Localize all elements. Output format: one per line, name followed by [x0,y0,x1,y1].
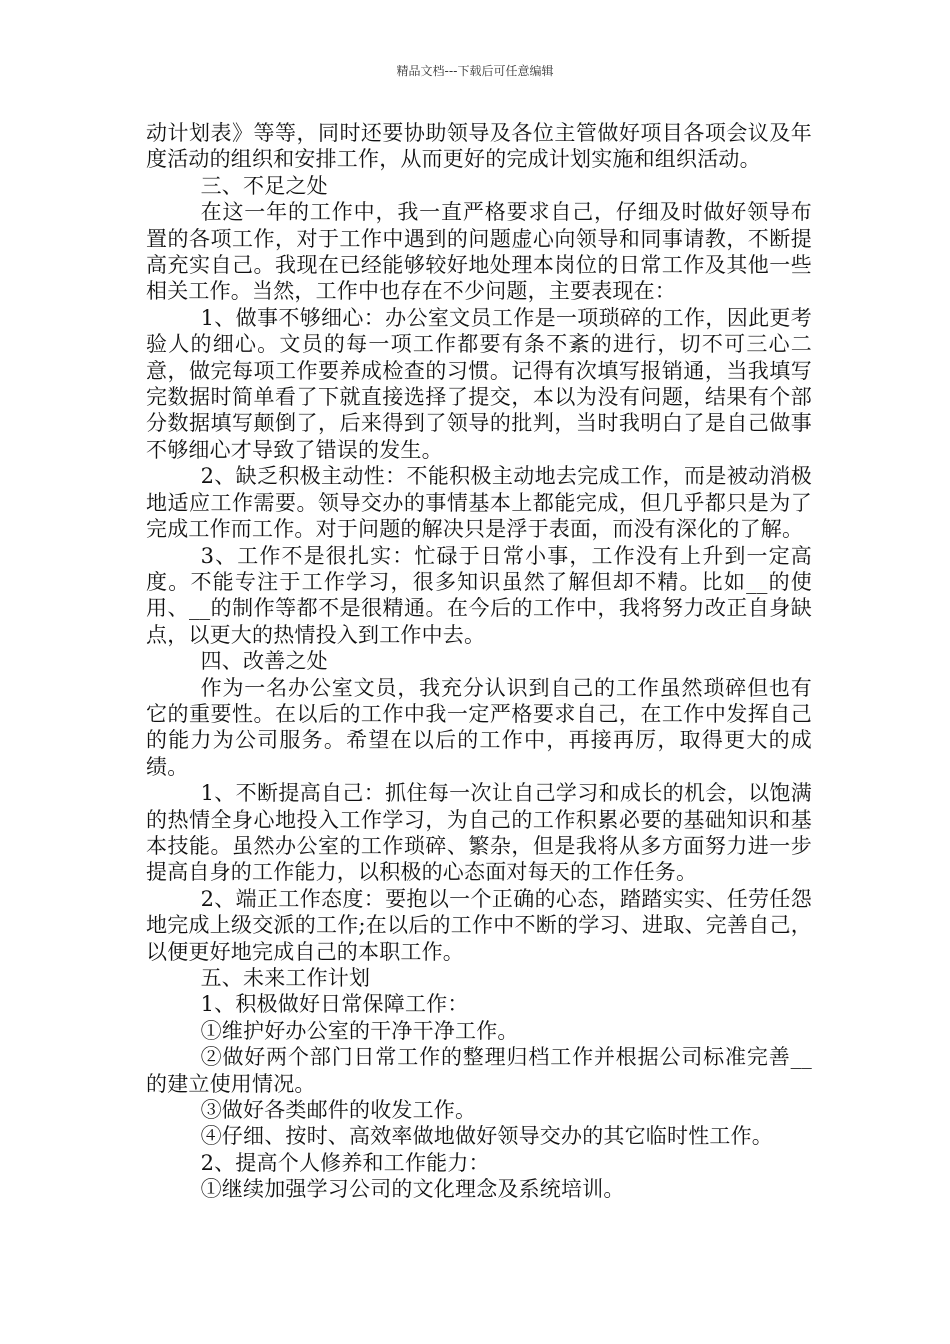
section-heading-improvements: 四、改善之处 [200,649,328,674]
list-item: 2、端正工作态度：要抱以一个正确的心态，踏踏实实、任劳任怨地完成上级交派的工作;在以后的工作中不断的学习、进取、完善自己，以便更好地完成自己的本职工作。 [146,886,812,964]
section-heading-shortcomings: 三、不足之处 [200,173,328,198]
paragraph: 作为一名办公室文员，我充分认识到自己的工作虽然琐碎但也有它的重要性。在以后的工作中我一定严格要求自己，在工作中发挥自己的能力为公司服务。希望在以后的工作中，再接再厉，取得更大的成绩。 [146,675,812,779]
page-header: 精品文档---下载后可任意编辑 [396,64,554,78]
sub-list-item: ④仔细、按时、高效率做地做好领导交办的其它临时性工作。 [200,1124,773,1149]
paragraph: 在这一年的工作中，我一直严格要求自己，仔细及时做好领导布置的各项工作，对于工作中遇到的问题虚心向领导和同事请教，不断提高充实自己。我现在已经能够较好地处理本岗位的日常工作及其他一些相关工作。当然，工作中也存在不少问题，主要表现在： [146,200,812,304]
sub-list-item: ③做好各类邮件的收发工作。 [200,1098,477,1123]
paragraph-continuation: 动计划表》等等，同时还要协助领导及各位主管做好项目各项会议及年度活动的组织和安排工作，从而更好的完成计划实施和组织活动。 [146,121,812,172]
sub-list-item: ①维护好办公室的干净干净工作。 [200,1018,519,1043]
list-item: 2、提高个人修养和工作能力： [200,1150,490,1175]
list-item: 2、缺乏积极主动性：不能积极主动地去完成工作，而是被动消极地适应工作需要。领导交办的事情基本上都能完成，但几乎都只是为了完成工作而工作。对于问题的解决只是浮于表面，而没有深化的了解。 [146,464,812,542]
list-item: 1、做事不够细心：办公室文员工作是一项琐碎的工作，因此更考验人的细心。文员的每一项工作都要有条不紊的进行，切不可三心二意，做完每项工作要养成检查的习惯。记得有次填写报销通，当我填写完数据时简单看了下就直接选择了提交，本以为没有问题，结果有个部分数据填写颠倒了，后来得到了领导的批判，当时我明白了是自己做事不够细心才导致了错误的发生。 [146,305,812,462]
list-item: 3、工作不是很扎实：忙碌于日常小事，工作没有上升到一定高度。不能专注于工作学习，很多知识虽然了解但却不精。比如__的使用、__的制作等都不是很精通。在今后的工作中，我将努力改正自身缺点，以更大的热情投入到工作中去。 [146,543,812,647]
list-item: 1、积极做好日常保障工作： [200,992,469,1017]
list-item: 1、不断提高自己：抓住每一次让自己学习和成长的机会，以饱满的热情全身心地投入工作学习，为自己的工作积累必要的基础知识和基本技能。虽然办公室的工作琐碎、繁杂，但是我将从多方面努力进一步提高自身的工作能力，以积极的心态面对每天的工作任务。 [146,781,812,885]
sub-list-item: ①继续加强学习公司的文化理念及系统培训。 [200,1177,625,1202]
document-body [146,120,812,1203]
sub-list-item: ②做好两个部门日常工作的整理归档工作并根据公司标准完善__的建立使用情况。 [146,1045,812,1096]
section-heading-future-plan: 五、未来工作计划 [200,966,371,990]
